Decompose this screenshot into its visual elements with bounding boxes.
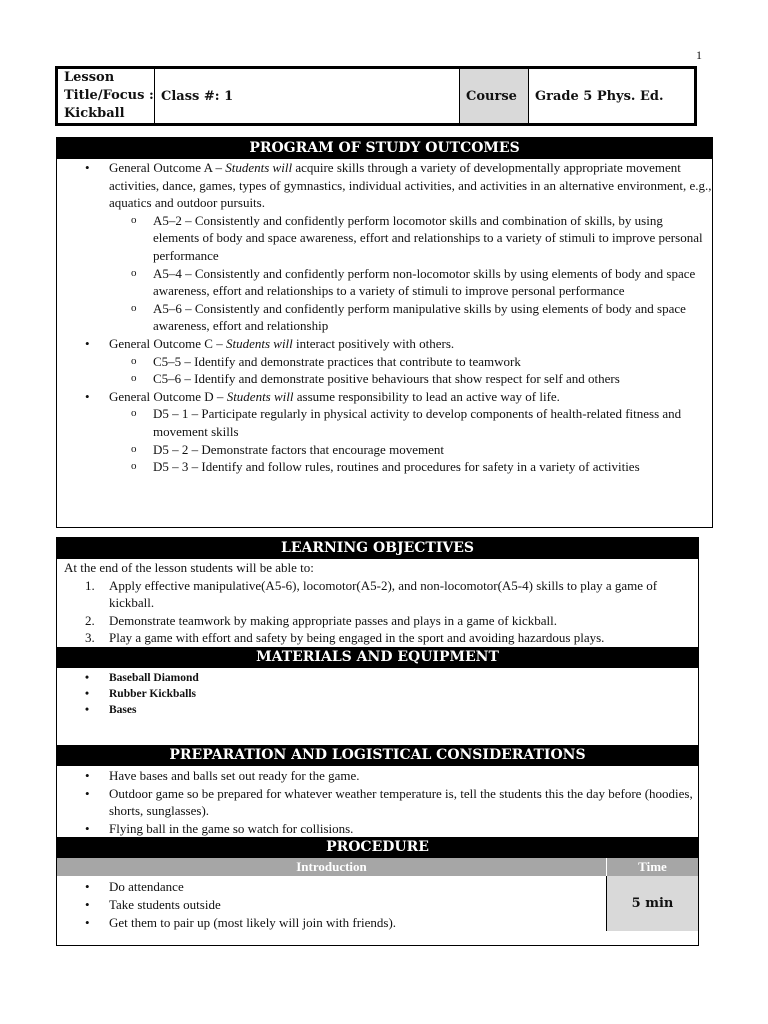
outcome-item: o A5–4 – Consistently and confidently perform non-locomotor skills by using elements of body and space awareness, effort and relationships to a variety of stimuli to improve personal performance: [109, 265, 712, 300]
outcome-item: o D5 – 1 – Participate regularly in physical activity to develop components of health-related fitness and movement skills: [109, 405, 712, 440]
objective-item: 3. Play a game with effort and safety by being engaged in the sport and avoiding hazardous plays.: [85, 630, 605, 646]
procedure-step: • Do attendance: [57, 878, 606, 896]
preparation-title: PREPARATION AND LOGISTICAL CONSIDERATIONS: [57, 745, 698, 766]
outcome-item: o C5–6 – Identify and demonstrate positive behaviours that show respect for self and others: [109, 370, 712, 388]
objective-item: 1. Apply effective manipulative(A5-6), locomotor(A5-2), and non-locomotor(A5-4) skills to play a game of kickball.: [85, 577, 658, 611]
preparation-list: [57, 766, 698, 837]
class-number-cell: Class #: 1: [155, 69, 460, 123]
procedure-step: • Take students outside: [57, 896, 606, 914]
material-item: • Bases: [57, 702, 698, 718]
page-number: 1: [696, 48, 702, 62]
lesson-header-table: [55, 66, 697, 126]
procedure-header-row: [57, 858, 698, 876]
course-label-cell: Course: [460, 69, 529, 123]
procedure-row: [57, 876, 698, 931]
lesson-plan-body: [56, 537, 699, 946]
introduction-steps: [57, 878, 606, 931]
procedure-step: • Get them to pair up (most likely will join with friends).: [57, 914, 606, 932]
preparation-item: • Have bases and balls set out ready for the game.: [57, 767, 698, 785]
preparation-item: • Outdoor game so be prepared for whatever weather temperature is, tell the students this the day before (hoodies, shorts, sunglasses).: [57, 785, 698, 820]
course-value-cell: Grade 5 Phys. Ed.: [535, 88, 664, 104]
objectives-intro: At the end of the lesson students will be able to:: [64, 560, 314, 575]
outcome-item: o D5 – 3 – Identify and follow rules, routines and procedures for safety in a variety of activities: [109, 458, 712, 476]
objective-item: 2. Demonstrate teamwork by making appropriate passes and plays in a game of kickball.: [85, 612, 558, 628]
procedure-title: PROCEDURE: [57, 837, 698, 858]
materials-list: [57, 668, 698, 745]
outcome-c: • General Outcome C – Students will interact positively with others. o C5–5 – Identify and demonstrate practices that contribute to teamwork o C5–6 – Identify and demonstrate positive behaviours that show respect for self and others: [57, 335, 712, 388]
outcome-item: o C5–5 – Identify and demonstrate practices that contribute to teamwork: [109, 353, 712, 371]
material-item: • Rubber Kickballs: [57, 686, 698, 702]
preparation-item: • Flying ball in the game so watch for collisions.: [57, 820, 698, 838]
introduction-time: 5 min: [607, 876, 698, 931]
objectives-list: [57, 577, 698, 647]
time-column-header: Time: [638, 859, 667, 875]
introduction-column-header: Introduction: [57, 858, 607, 876]
outcomes-section: [56, 137, 713, 528]
outcome-item: o D5 – 2 – Demonstrate factors that encourage movement: [109, 441, 712, 459]
outcome-d: • General Outcome D – Students will assume responsibility to lead an active way of life. o D5 – 1 – Participate regularly in physical activity to develop components of health-related fitness and movement skills o D5 – 2 – Demonstrate factors that encourage movement o D5 – 3 – Identify and follow rules, routines and procedures for safety in a variety of activities: [57, 388, 712, 476]
lesson-title-cell: Lesson Title/Focus : Kickball: [58, 69, 155, 123]
objectives-title: LEARNING OBJECTIVES: [57, 538, 698, 559]
outcomes-title: PROGRAM OF STUDY OUTCOMES: [57, 138, 712, 159]
outcome-a: • General Outcome A – Students will acquire skills through a variety of developmentally appropriate movement activities, dance, games, types of gymnastics, individual activities, and activities in an alternative environment, e.g., aquatics and outdoor pursuits. o A5–2 – Consistently and confidently perform locomotor skills and combination of skills, by using elements of body and space awareness, effort and relationships to a variety of stimuli to improve personal performance o A5–4 – Consistently and confidently perform non-locomotor skills by using elements of body and space awareness, effort and relationships to a variety of stimuli to improve personal performance o A5–6 – Consistently and confidently perform manipulative skills by using elements of body and space awareness, effort and relationship: [57, 159, 712, 335]
outcome-item: o A5–6 – Consistently and confidently perform manipulative skills by using elements of body and space awareness, effort and relationship: [109, 300, 712, 335]
materials-title: MATERIALS AND EQUIPMENT: [57, 647, 698, 668]
outcomes-list: [57, 159, 712, 476]
outcome-item: o A5–2 – Consistently and confidently perform locomotor skills and combination of skills, by using elements of body and space awareness, effort and relationships to a variety of stimuli to improve personal performance: [109, 212, 712, 265]
material-item: • Baseball Diamond: [57, 670, 698, 686]
